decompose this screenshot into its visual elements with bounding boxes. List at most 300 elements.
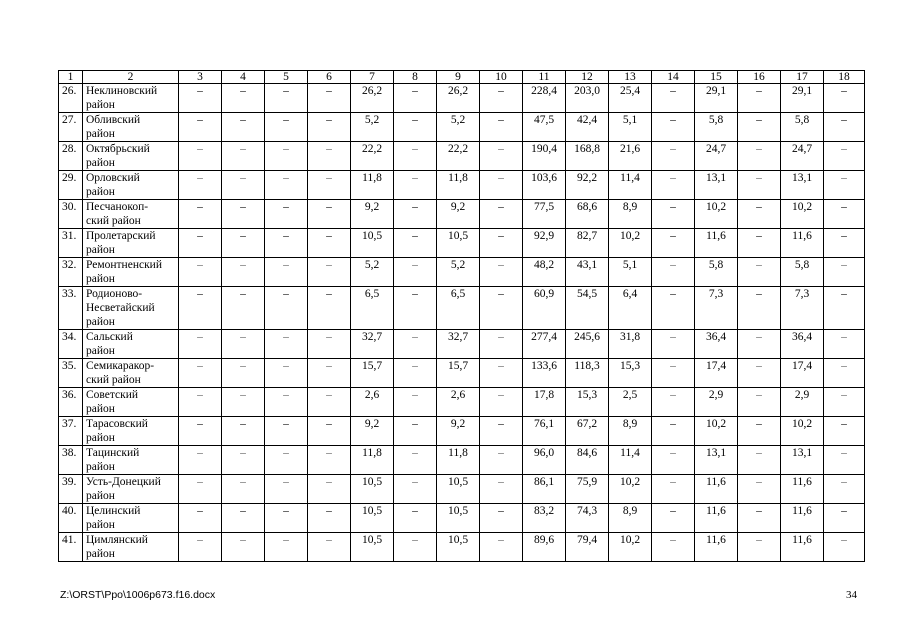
table-row: [59, 446, 865, 475]
value-cell: –: [824, 142, 865, 171]
row-number: 37.: [59, 417, 83, 446]
district-name: [83, 84, 179, 113]
value-cell: –: [179, 229, 222, 258]
page-number: 34: [846, 589, 857, 601]
value-cell: –: [652, 388, 695, 417]
district-name-line: Советский: [86, 389, 139, 401]
district-name-line: Цимлянский: [86, 534, 148, 546]
row-number: 28.: [59, 142, 83, 171]
value-cell: –: [179, 258, 222, 287]
district-name-line: район: [86, 157, 115, 169]
value-cell: 36,4: [781, 330, 824, 359]
value-cell: –: [265, 446, 308, 475]
column-number-header: 9: [437, 71, 480, 84]
row-number: 32.: [59, 258, 83, 287]
value-cell: –: [265, 171, 308, 200]
value-cell: –: [394, 504, 437, 533]
value-cell: –: [308, 417, 351, 446]
value-cell: –: [308, 446, 351, 475]
value-cell: 48,2: [523, 258, 566, 287]
value-cell: –: [222, 287, 265, 330]
value-cell: 5,2: [351, 258, 394, 287]
value-cell: –: [222, 446, 265, 475]
value-cell: 22,2: [437, 142, 480, 171]
value-cell: –: [179, 446, 222, 475]
value-cell: 83,2: [523, 504, 566, 533]
value-cell: –: [480, 258, 523, 287]
value-cell: –: [480, 504, 523, 533]
value-cell: 89,6: [523, 533, 566, 562]
value-cell: –: [222, 417, 265, 446]
value-cell: 10,2: [695, 200, 738, 229]
table-row: [59, 475, 865, 504]
district-name-line: район: [86, 128, 115, 140]
value-cell: 8,9: [609, 200, 652, 229]
value-cell: –: [222, 229, 265, 258]
district-name-line: Усть-Донецкий: [86, 476, 161, 488]
value-cell: 11,6: [695, 229, 738, 258]
row-number: 40.: [59, 504, 83, 533]
column-number-header: 2: [83, 71, 179, 84]
value-cell: 203,0: [566, 84, 609, 113]
table-row: [59, 171, 865, 200]
value-cell: –: [265, 359, 308, 388]
value-cell: 86,1: [523, 475, 566, 504]
value-cell: 11,6: [781, 475, 824, 504]
value-cell: 47,5: [523, 113, 566, 142]
row-number: 38.: [59, 446, 83, 475]
value-cell: –: [824, 417, 865, 446]
value-cell: 9,2: [351, 200, 394, 229]
value-cell: 13,1: [781, 171, 824, 200]
value-cell: 11,8: [351, 171, 394, 200]
column-number-header: 3: [179, 71, 222, 84]
value-cell: –: [738, 388, 781, 417]
value-cell: –: [824, 388, 865, 417]
value-cell: 92,2: [566, 171, 609, 200]
value-cell: –: [265, 142, 308, 171]
footer-file-path: Z:\ORST\Ppo\1006p673.f16.docx: [60, 589, 216, 601]
district-name-line: район: [86, 316, 115, 328]
value-cell: 11,8: [351, 446, 394, 475]
value-cell: –: [652, 142, 695, 171]
district-name: [83, 113, 179, 142]
value-cell: –: [265, 200, 308, 229]
value-cell: –: [738, 417, 781, 446]
value-cell: 92,9: [523, 229, 566, 258]
value-cell: –: [738, 142, 781, 171]
value-cell: –: [265, 504, 308, 533]
table-row: [59, 359, 865, 388]
value-cell: –: [824, 84, 865, 113]
value-cell: –: [308, 287, 351, 330]
value-cell: 10,5: [351, 504, 394, 533]
value-cell: –: [738, 533, 781, 562]
value-cell: –: [652, 330, 695, 359]
value-cell: –: [480, 142, 523, 171]
district-name-line: Несветайский: [86, 302, 155, 314]
column-number-header: 8: [394, 71, 437, 84]
value-cell: 26,2: [351, 84, 394, 113]
value-cell: 54,5: [566, 287, 609, 330]
value-cell: 9,2: [437, 200, 480, 229]
value-cell: –: [738, 475, 781, 504]
value-cell: 76,1: [523, 417, 566, 446]
value-cell: 15,3: [566, 388, 609, 417]
row-number: 29.: [59, 171, 83, 200]
value-cell: 5,2: [351, 113, 394, 142]
value-cell: –: [824, 200, 865, 229]
table-row: [59, 84, 865, 113]
table-row: [59, 229, 865, 258]
value-cell: 24,7: [695, 142, 738, 171]
value-cell: 6,5: [437, 287, 480, 330]
value-cell: 2,5: [609, 388, 652, 417]
district-name-line: район: [86, 345, 115, 357]
value-cell: –: [824, 504, 865, 533]
district-name: [83, 417, 179, 446]
value-cell: 190,4: [523, 142, 566, 171]
value-cell: 2,9: [781, 388, 824, 417]
column-number-header: 5: [265, 71, 308, 84]
value-cell: 277,4: [523, 330, 566, 359]
value-cell: –: [652, 200, 695, 229]
district-name-line: район: [86, 186, 115, 198]
value-cell: –: [308, 504, 351, 533]
value-cell: 5,1: [609, 258, 652, 287]
row-number: 27.: [59, 113, 83, 142]
table-row: [59, 533, 865, 562]
district-name-line: район: [86, 99, 115, 111]
value-cell: 10,2: [609, 533, 652, 562]
value-cell: 77,5: [523, 200, 566, 229]
value-cell: –: [265, 417, 308, 446]
value-cell: –: [308, 142, 351, 171]
value-cell: –: [738, 171, 781, 200]
value-cell: 10,2: [781, 417, 824, 446]
district-name-line: Тарасовский: [86, 418, 148, 430]
value-cell: –: [222, 200, 265, 229]
value-cell: 228,4: [523, 84, 566, 113]
district-name: [83, 504, 179, 533]
value-cell: –: [652, 113, 695, 142]
column-number-header: 17: [781, 71, 824, 84]
value-cell: –: [652, 504, 695, 533]
value-cell: –: [179, 171, 222, 200]
value-cell: 2,6: [437, 388, 480, 417]
value-cell: –: [824, 446, 865, 475]
value-cell: 9,2: [351, 417, 394, 446]
value-cell: –: [222, 113, 265, 142]
value-cell: –: [308, 171, 351, 200]
value-cell: 5,8: [695, 113, 738, 142]
value-cell: 10,5: [351, 475, 394, 504]
value-cell: –: [652, 359, 695, 388]
value-cell: –: [738, 229, 781, 258]
value-cell: –: [222, 533, 265, 562]
column-number-header: 16: [738, 71, 781, 84]
value-cell: 15,7: [437, 359, 480, 388]
district-name-line: Неклиновский: [86, 85, 158, 97]
value-cell: –: [480, 417, 523, 446]
value-cell: 11,6: [695, 475, 738, 504]
value-cell: 79,4: [566, 533, 609, 562]
value-cell: –: [480, 287, 523, 330]
value-cell: 10,2: [695, 417, 738, 446]
district-name: [83, 330, 179, 359]
value-cell: –: [308, 200, 351, 229]
value-cell: 43,1: [566, 258, 609, 287]
table-row: [59, 142, 865, 171]
value-cell: –: [480, 229, 523, 258]
district-name: [83, 533, 179, 562]
district-name-line: Целинский: [86, 505, 141, 517]
value-cell: –: [394, 287, 437, 330]
value-cell: –: [824, 533, 865, 562]
value-cell: –: [308, 359, 351, 388]
district-name: [83, 446, 179, 475]
value-cell: –: [394, 258, 437, 287]
value-cell: –: [394, 388, 437, 417]
district-name-line: Обливский: [86, 114, 141, 126]
district-name-line: Родионово-: [86, 288, 143, 300]
value-cell: 5,1: [609, 113, 652, 142]
value-cell: 168,8: [566, 142, 609, 171]
value-cell: –: [824, 113, 865, 142]
value-cell: –: [394, 330, 437, 359]
value-cell: –: [738, 359, 781, 388]
table-row: [59, 200, 865, 229]
value-cell: 11,6: [781, 229, 824, 258]
value-cell: –: [652, 446, 695, 475]
value-cell: 31,8: [609, 330, 652, 359]
value-cell: 32,7: [351, 330, 394, 359]
district-name: [83, 388, 179, 417]
value-cell: –: [480, 446, 523, 475]
value-cell: –: [308, 533, 351, 562]
value-cell: 32,7: [437, 330, 480, 359]
value-cell: 11,6: [695, 504, 738, 533]
value-cell: –: [179, 504, 222, 533]
value-cell: –: [222, 475, 265, 504]
value-cell: 74,3: [566, 504, 609, 533]
value-cell: 13,1: [695, 446, 738, 475]
value-cell: –: [265, 84, 308, 113]
value-cell: –: [480, 330, 523, 359]
district-name-line: ский район: [86, 374, 141, 386]
table-row: [59, 388, 865, 417]
row-number: 35.: [59, 359, 83, 388]
value-cell: –: [738, 258, 781, 287]
value-cell: –: [222, 84, 265, 113]
value-cell: –: [265, 287, 308, 330]
value-cell: –: [222, 359, 265, 388]
row-number: 33.: [59, 287, 83, 330]
value-cell: 9,2: [437, 417, 480, 446]
value-cell: 5,8: [781, 113, 824, 142]
value-cell: –: [652, 229, 695, 258]
value-cell: 84,6: [566, 446, 609, 475]
column-number-header: 11: [523, 71, 566, 84]
district-name-line: Орловский: [86, 172, 140, 184]
column-number-header: 1: [59, 71, 83, 84]
value-cell: 6,5: [351, 287, 394, 330]
value-cell: 13,1: [695, 171, 738, 200]
value-cell: –: [652, 258, 695, 287]
table-row: [59, 258, 865, 287]
district-name: [83, 142, 179, 171]
value-cell: 11,6: [695, 533, 738, 562]
value-cell: 118,3: [566, 359, 609, 388]
column-number-header: 13: [609, 71, 652, 84]
value-cell: 10,2: [609, 229, 652, 258]
value-cell: 24,7: [781, 142, 824, 171]
value-cell: –: [738, 200, 781, 229]
district-name: [83, 359, 179, 388]
value-cell: –: [179, 113, 222, 142]
value-cell: –: [480, 475, 523, 504]
value-cell: 75,9: [566, 475, 609, 504]
value-cell: –: [652, 475, 695, 504]
district-name-line: район: [86, 490, 115, 502]
row-number: 30.: [59, 200, 83, 229]
value-cell: –: [222, 388, 265, 417]
value-cell: 29,1: [695, 84, 738, 113]
table-row: [59, 113, 865, 142]
value-cell: 10,5: [351, 229, 394, 258]
value-cell: 11,4: [609, 171, 652, 200]
value-cell: –: [179, 84, 222, 113]
value-cell: –: [222, 142, 265, 171]
value-cell: –: [308, 475, 351, 504]
value-cell: –: [179, 287, 222, 330]
value-cell: 8,9: [609, 504, 652, 533]
value-cell: –: [480, 171, 523, 200]
value-cell: 82,7: [566, 229, 609, 258]
value-cell: 60,9: [523, 287, 566, 330]
value-cell: 11,6: [781, 504, 824, 533]
value-cell: –: [179, 359, 222, 388]
value-cell: –: [394, 359, 437, 388]
value-cell: 10,2: [609, 475, 652, 504]
value-cell: 10,5: [437, 475, 480, 504]
value-cell: –: [480, 533, 523, 562]
row-number: 39.: [59, 475, 83, 504]
value-cell: 36,4: [695, 330, 738, 359]
value-cell: –: [394, 475, 437, 504]
district-name-line: Тацинский: [86, 447, 140, 459]
value-cell: –: [308, 388, 351, 417]
value-cell: –: [222, 171, 265, 200]
district-name-line: Октябрьский: [86, 143, 150, 155]
value-cell: –: [222, 330, 265, 359]
district-name: [83, 200, 179, 229]
data-table: [58, 70, 865, 562]
value-cell: 5,8: [695, 258, 738, 287]
value-cell: –: [738, 330, 781, 359]
value-cell: –: [652, 171, 695, 200]
value-cell: 133,6: [523, 359, 566, 388]
value-cell: –: [265, 533, 308, 562]
district-name: [83, 287, 179, 330]
table-row: [59, 287, 865, 330]
value-cell: –: [738, 113, 781, 142]
value-cell: 67,2: [566, 417, 609, 446]
value-cell: 245,6: [566, 330, 609, 359]
value-cell: –: [824, 229, 865, 258]
value-cell: –: [308, 84, 351, 113]
district-name-line: район: [86, 461, 115, 473]
district-name: [83, 475, 179, 504]
value-cell: 13,1: [781, 446, 824, 475]
value-cell: –: [222, 258, 265, 287]
column-number-header: 15: [695, 71, 738, 84]
value-cell: –: [480, 388, 523, 417]
value-cell: –: [824, 171, 865, 200]
value-cell: –: [394, 200, 437, 229]
header-row: [59, 71, 865, 84]
district-name-line: район: [86, 273, 115, 285]
column-number-header: 4: [222, 71, 265, 84]
value-cell: –: [394, 533, 437, 562]
value-cell: 21,6: [609, 142, 652, 171]
value-cell: –: [265, 113, 308, 142]
value-cell: –: [394, 446, 437, 475]
value-cell: –: [265, 475, 308, 504]
value-cell: 68,6: [566, 200, 609, 229]
value-cell: –: [179, 533, 222, 562]
value-cell: 22,2: [351, 142, 394, 171]
table-row: [59, 504, 865, 533]
district-name-line: Песчанокоп-: [86, 201, 149, 213]
value-cell: –: [480, 84, 523, 113]
value-cell: 10,5: [351, 533, 394, 562]
district-name: [83, 229, 179, 258]
value-cell: –: [480, 113, 523, 142]
value-cell: –: [265, 229, 308, 258]
value-cell: –: [265, 258, 308, 287]
value-cell: 96,0: [523, 446, 566, 475]
value-cell: –: [652, 533, 695, 562]
table-row: [59, 417, 865, 446]
district-name: [83, 258, 179, 287]
value-cell: –: [179, 330, 222, 359]
value-cell: 29,1: [781, 84, 824, 113]
value-cell: 10,5: [437, 229, 480, 258]
value-cell: –: [179, 142, 222, 171]
column-number-header: 18: [824, 71, 865, 84]
value-cell: –: [738, 84, 781, 113]
row-number: 36.: [59, 388, 83, 417]
value-cell: 11,8: [437, 171, 480, 200]
value-cell: –: [824, 287, 865, 330]
district-name-line: район: [86, 244, 115, 256]
value-cell: 15,3: [609, 359, 652, 388]
value-cell: –: [652, 287, 695, 330]
value-cell: 2,6: [351, 388, 394, 417]
value-cell: 11,4: [609, 446, 652, 475]
value-cell: –: [824, 475, 865, 504]
value-cell: 11,6: [781, 533, 824, 562]
value-cell: –: [394, 84, 437, 113]
value-cell: –: [222, 504, 265, 533]
value-cell: 5,2: [437, 113, 480, 142]
value-cell: –: [265, 388, 308, 417]
value-cell: –: [308, 330, 351, 359]
value-cell: –: [394, 113, 437, 142]
value-cell: –: [265, 330, 308, 359]
value-cell: –: [179, 388, 222, 417]
